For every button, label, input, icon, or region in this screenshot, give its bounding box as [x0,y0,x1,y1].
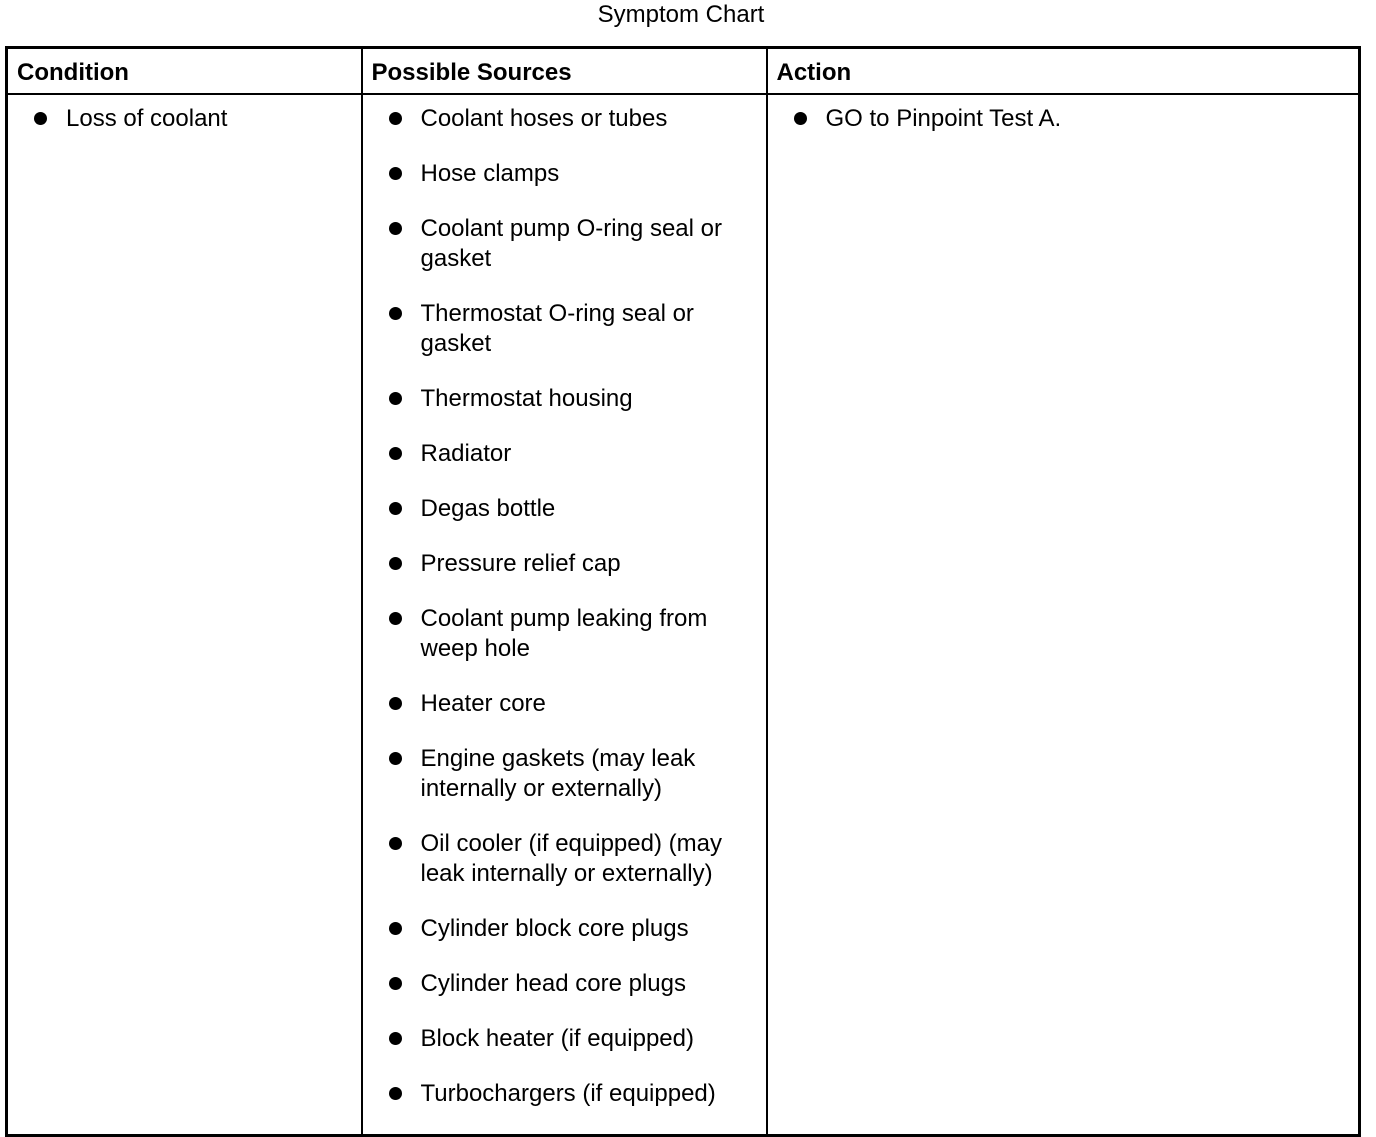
list-item-text: Thermostat housing [420,384,633,412]
header-condition: Condition [7,48,362,94]
bullet-icon [794,112,807,125]
bullet-icon [389,307,402,320]
header-row [7,48,1360,94]
list-item [389,604,756,664]
list-item-text: Cylinder block core plugs [420,914,689,942]
list-item-text: Oil cooler (if equipped) (may leak internally or externally) [420,829,722,887]
list-item [389,439,756,469]
list-item-text: Coolant pump O-ring seal or gasket [420,214,722,272]
list-item-text: Block heater (if equipped) [420,1024,694,1052]
list-item [389,1024,756,1054]
list-item-text: Hose clamps [420,159,560,187]
bullet-icon [389,752,402,765]
list-item [389,104,756,134]
list-item-text: Degas bottle [420,494,556,522]
bullet-icon [34,112,47,125]
list-item [389,494,756,524]
list-item [389,214,756,274]
chart-title: Symptom Chart [597,1,765,28]
sources-list [363,95,766,1109]
list-item [389,1079,756,1109]
symptom-table [5,46,1361,1137]
list-item-text: Radiator [420,439,512,467]
list-item [34,104,351,134]
list-item [389,384,756,414]
bullet-icon [389,392,402,405]
list-item [389,549,756,579]
bullet-icon [389,837,402,850]
action-cell [767,94,1360,1136]
list-item [389,969,756,999]
list-item-text: Pressure relief cap [420,549,621,577]
list-item [389,299,756,359]
list-item-text: Turbochargers (if equipped) [420,1079,716,1107]
list-item-text: Cylinder head core plugs [420,969,686,997]
list-item [389,829,756,889]
list-item [389,159,756,189]
list-item-text: Loss of coolant [66,104,228,132]
list-item [389,744,756,804]
bullet-icon [389,977,402,990]
bullet-icon [389,697,402,710]
bullet-icon [389,612,402,625]
list-item [389,689,756,719]
condition-cell [7,94,362,1136]
list-item [794,104,1349,134]
bullet-icon [389,922,402,935]
list-item [389,914,756,944]
list-item-text: GO to Pinpoint Test A. [825,104,1062,132]
list-item-text: Thermostat O-ring seal or gasket [420,299,694,357]
bullet-icon [389,447,402,460]
bullet-icon [389,167,402,180]
list-item-text: Engine gaskets (may leak internally or externally) [420,744,696,802]
header-action: Action [767,48,1360,94]
list-item-text: Coolant hoses or tubes [420,104,668,132]
table-row [7,94,1360,1136]
bullet-icon [389,1087,402,1100]
list-item-text: Heater core [420,689,546,717]
bullet-icon [389,112,402,125]
bullet-icon [389,1032,402,1045]
bullet-icon [389,222,402,235]
condition-list [8,95,361,134]
bullet-icon [389,557,402,570]
bullet-icon [389,502,402,515]
list-item-text: Coolant pump leaking from weep hole [420,604,708,662]
action-list [768,95,1359,134]
header-possible-sources: Possible Sources [362,48,767,94]
sources-cell [362,94,767,1136]
